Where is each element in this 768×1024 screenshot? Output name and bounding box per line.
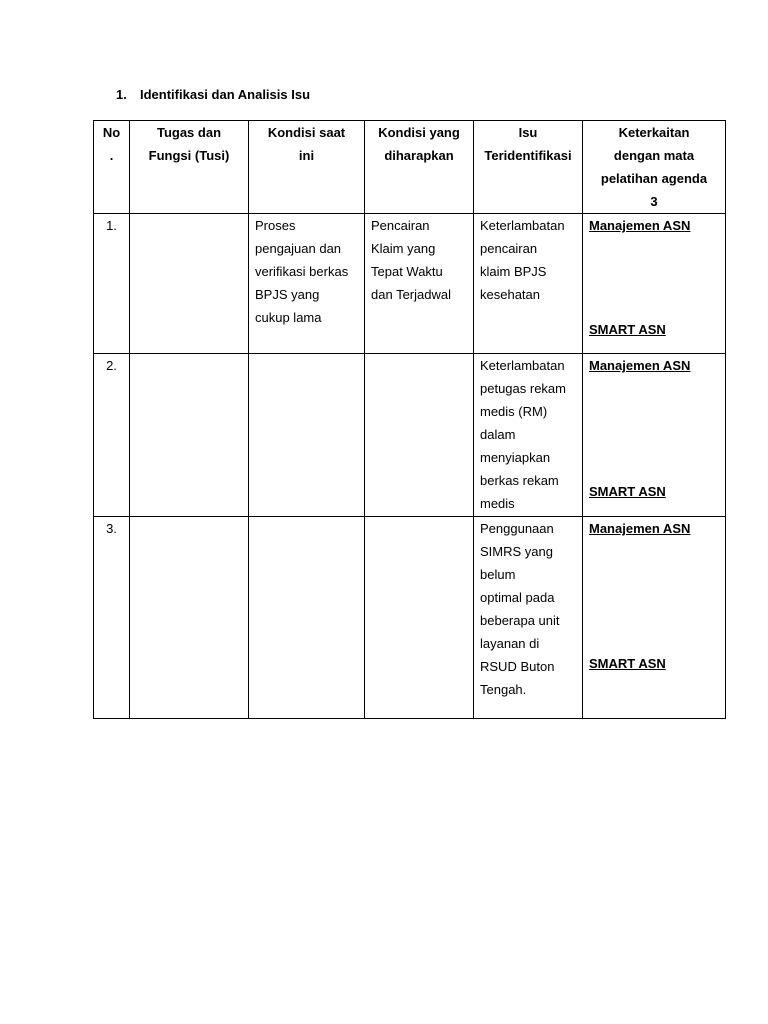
header-tusi: Tugas dan Fungsi (Tusi) bbox=[130, 121, 249, 214]
cell-kondisi-diharapkan bbox=[365, 517, 474, 719]
cell-kondisi-saat-ini bbox=[249, 517, 365, 719]
cell-tusi bbox=[130, 354, 249, 517]
cell-keterkaitan bbox=[583, 354, 726, 517]
cell-isu: Keterlambatan petugas rekam medis (RM) dalam menyiapkan berkas rekam medis bbox=[474, 354, 583, 517]
cell-isu: Penggunaan SIMRS yang belum optimal pada beberapa unit layanan di RSUD Buton Tengah. bbox=[474, 517, 583, 719]
link-smart-asn[interactable]: SMART ASN bbox=[589, 484, 666, 499]
cell-kondisi-saat-ini bbox=[249, 354, 365, 517]
cell-tusi bbox=[130, 517, 249, 719]
table-row bbox=[94, 354, 726, 517]
cell-isu: Keterlambatan pencairan klaim BPJS kesehatan bbox=[474, 214, 583, 354]
header-isu: Isu Teridentifikasi bbox=[474, 121, 583, 214]
link-smart-asn[interactable]: SMART ASN bbox=[589, 656, 666, 671]
cell-tusi bbox=[130, 214, 249, 354]
row-number: 3. bbox=[94, 517, 130, 719]
cell-kondisi-diharapkan: Pencairan Klaim yang Tepat Waktu dan Terjadwal bbox=[365, 214, 474, 354]
issue-analysis-table bbox=[93, 120, 726, 719]
table-row bbox=[94, 214, 726, 354]
header-keterkaitan: Keterkaitan dengan mata pelatihan agenda 3 bbox=[583, 121, 726, 214]
row-number: 1. bbox=[94, 214, 130, 354]
section-title: Identifikasi dan Analisis Isu bbox=[140, 87, 311, 102]
cell-kondisi-diharapkan bbox=[365, 354, 474, 517]
cell-keterkaitan bbox=[583, 214, 726, 354]
section-number: 1. bbox=[116, 87, 127, 102]
header-kondisi-saat-ini: Kondisi saat ini bbox=[249, 121, 365, 214]
link-manajemen-asn[interactable]: Manajemen ASN bbox=[589, 358, 691, 373]
row-number: 2. bbox=[94, 354, 130, 517]
table-row bbox=[94, 517, 726, 719]
cell-keterkaitan bbox=[583, 517, 726, 719]
header-no: No . bbox=[94, 121, 130, 214]
link-manajemen-asn[interactable]: Manajemen ASN bbox=[589, 218, 691, 233]
header-kondisi-diharapkan: Kondisi yang diharapkan bbox=[365, 121, 474, 214]
table-header-row bbox=[94, 121, 726, 214]
link-manajemen-asn[interactable]: Manajemen ASN bbox=[589, 521, 691, 536]
section-heading bbox=[116, 87, 310, 102]
cell-kondisi-saat-ini: Proses pengajuan dan verifikasi berkas BPJS yang cukup lama bbox=[249, 214, 365, 354]
link-smart-asn[interactable]: SMART ASN bbox=[589, 322, 666, 337]
